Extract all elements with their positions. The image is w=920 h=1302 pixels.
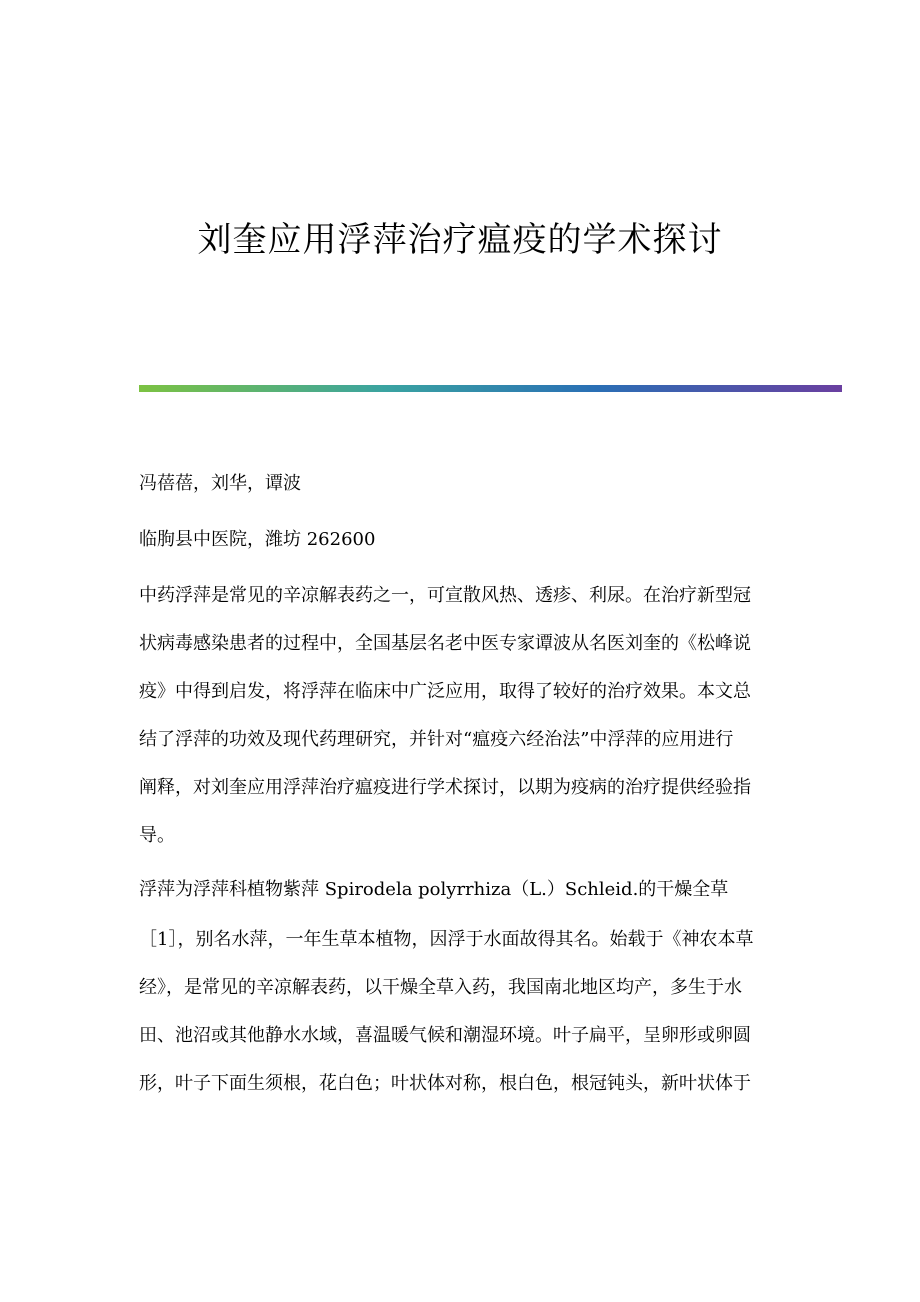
gradient-divider bbox=[139, 385, 842, 392]
abstract-line: 状病毒感染患者的过程中，全国基层名老中医专家谭波从名医刘奎的《松峰说 bbox=[139, 633, 751, 654]
document-title: 刘奎应用浮萍治疗瘟疫的学术探讨 bbox=[197, 220, 723, 260]
abstract-line: 导。 bbox=[139, 825, 175, 846]
abstract-line: 中药浮萍是常见的辛凉解表药之一，可宣散风热、透疹、利尿。在治疗新型冠 bbox=[139, 585, 751, 606]
body-line: 形，叶子下面生须根，花白色；叶状体对称，根白色，根冠钝头，新叶状体于 bbox=[139, 1073, 751, 1094]
abstract-line: 疫》中得到启发，将浮萍在临床中广泛应用，取得了较好的治疗效果。本文总 bbox=[139, 681, 751, 702]
body-line: 经》，是常见的辛凉解表药，以干燥全草入药，我国南北地区均产，多生于水 bbox=[139, 977, 742, 998]
affiliation: 临朐县中医院，潍坊 262600 bbox=[139, 529, 376, 550]
abstract-line: 阐释，对刘奎应用浮萍治疗瘟疫进行学术探讨，以期为疫病的治疗提供经验指 bbox=[139, 777, 751, 798]
body-line: ［1］，别名水萍，一年生草本植物，因浮于水面故得其名。始载于《神农本草 bbox=[139, 929, 754, 950]
authors: 冯蓓蓓，刘华，谭波 bbox=[139, 473, 301, 494]
body-line: 浮萍为浮萍科植物紫萍 Spirodela polyrrhiza（L.）Schleid.的干燥全草 bbox=[139, 879, 729, 900]
body-line: 田、池沼或其他静水水域，喜温暖气候和潮湿环境。叶子扁平，呈卵形或卵圆 bbox=[139, 1025, 751, 1046]
abstract-line: 结了浮萍的功效及现代药理研究，并针对“瘟疫六经治法”中浮萍的应用进行 bbox=[139, 729, 734, 750]
